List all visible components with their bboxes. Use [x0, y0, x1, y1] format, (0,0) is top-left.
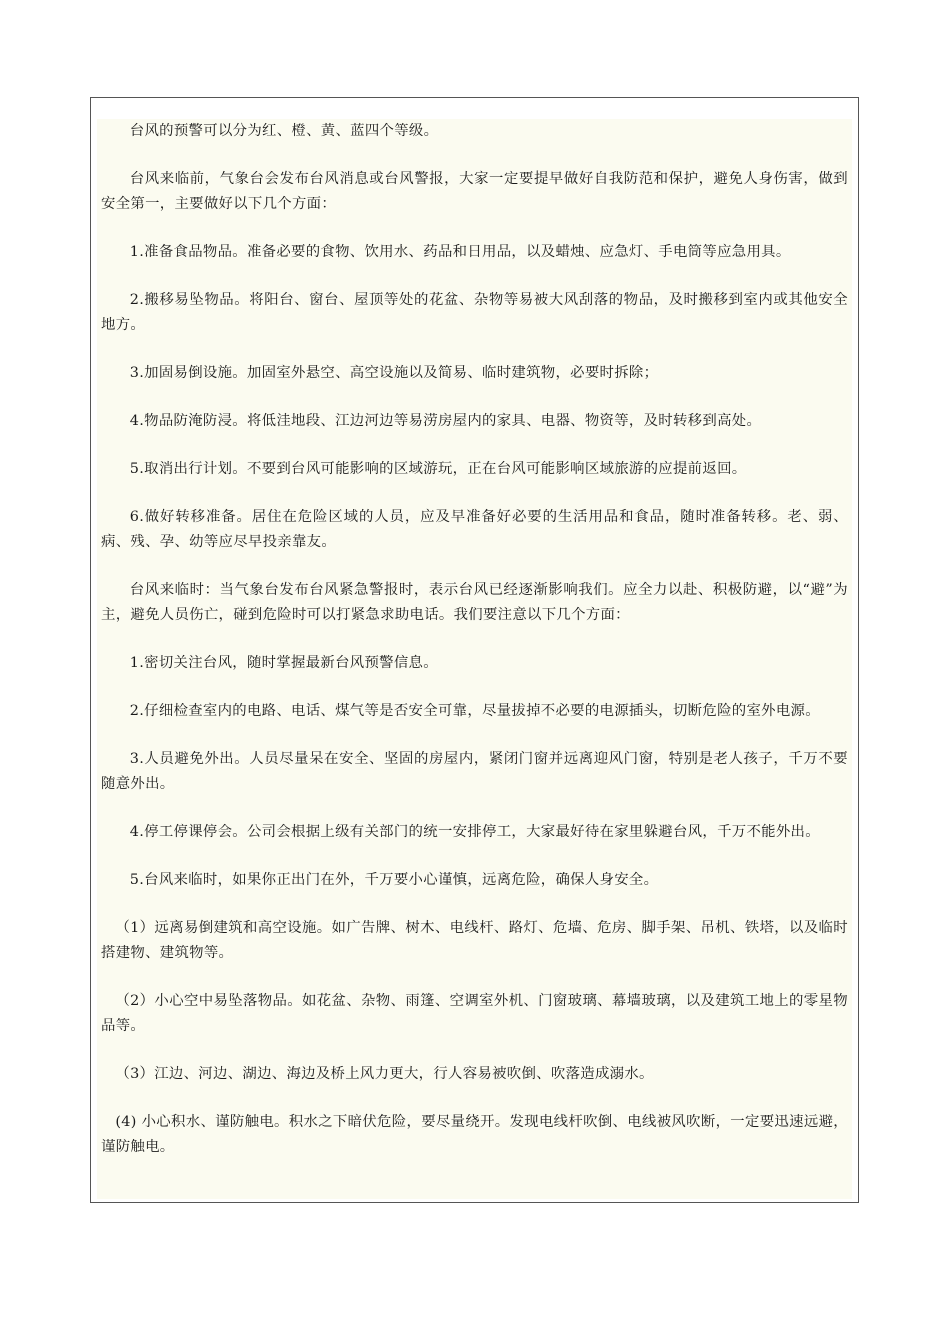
document-frame	[90, 97, 859, 1203]
document-body	[97, 119, 852, 1199]
sub-list-item: （3）江边、河边、湖边、海边及桥上风力更大，行人容易被吹倒、吹落造成溺水。	[115, 1066, 654, 1082]
list-item: 4.停工停课停会。公司会根据上级有关部门的统一安排停工，大家最好待在家里躲避台风，千万不能外出。	[129, 824, 820, 840]
paragraph-warning-levels: 台风的预警可以分为红、橙、黄、蓝四个等级。	[129, 123, 439, 139]
list-item: 1.准备食品物品。准备必要的食物、饮用水、药品和日用品，以及蜡烛、应急灯、手电筒等应急用具。	[129, 244, 791, 260]
list-item: 5.取消出行计划。不要到台风可能影响的区域游玩，正在台风可能影响区域旅游的应提前返回。	[129, 461, 747, 477]
paragraph-before-typhoon-intro: 台风来临前，气象台会发布台风消息或台风警报，大家一定要提早做好自我防范和保护，避免人身伤害，做到安全第一，主要做好以下几个方面：	[101, 171, 848, 212]
list-item: 1.密切关注台风，随时掌握最新台风预警信息。	[129, 655, 438, 671]
list-item: 3.人员避免外出。人员尽量呆在安全、坚固的房屋内，紧闭门窗并远离迎风门窗，特别是老人孩子，千万不要随意外出。	[101, 751, 848, 792]
list-item: 4.物品防淹防浸。将低洼地段、江边河边等易涝房屋内的家具、电器、物资等，及时转移到高处。	[129, 413, 762, 429]
list-item: 2.仔细检查室内的电路、电话、煤气等是否安全可靠，尽量拔掉不必要的电源插头，切断危险的室外电源。	[129, 703, 820, 719]
list-item: 3.加固易倒设施。加固室外悬空、高空设施以及简易、临时建筑物，必要时拆除；	[129, 365, 659, 381]
list-item: 5.台风来临时，如果你正出门在外，千万要小心谨慎，远离危险，确保人身安全。	[129, 872, 659, 888]
list-item: 6.做好转移准备。居住在危险区域的人员，应及早准备好必要的生活用品和食品，随时准备转移。老、弱、病、残、孕、幼等应尽早投亲靠友。	[101, 509, 848, 550]
list-item: 2.搬移易坠物品。将阳台、窗台、屋顶等处的花盆、杂物等易被大风刮落的物品，及时搬移到室内或其他安全地方。	[101, 292, 848, 333]
sub-list-item: （2）小心空中易坠落物品。如花盆、杂物、雨篷、空调室外机、门窗玻璃、幕墙玻璃，以及建筑工地上的零星物品等。	[101, 993, 848, 1034]
sub-list-item: (4) 小心积水、谨防触电。积水之下暗伏危险，要尽量绕开。发现电线杆吹倒、电线被风吹断，一定要迅速远避，谨防触电。	[101, 1114, 848, 1155]
sub-list-item: （1）远离易倒建筑和高空设施。如广告牌、树木、电线杆、路灯、危墙、危房、脚手架、吊机、铁塔，以及临时搭建物、建筑物等。	[101, 920, 848, 961]
paragraph-during-typhoon-intro: 台风来临时：当气象台发布台风紧急警报时，表示台风已经逐渐影响我们。应全力以赴、积极防避，以“避”为主，避免人员伤亡，碰到危险时可以打紧急求助电话。我们要注意以下几个方面：	[101, 582, 848, 623]
